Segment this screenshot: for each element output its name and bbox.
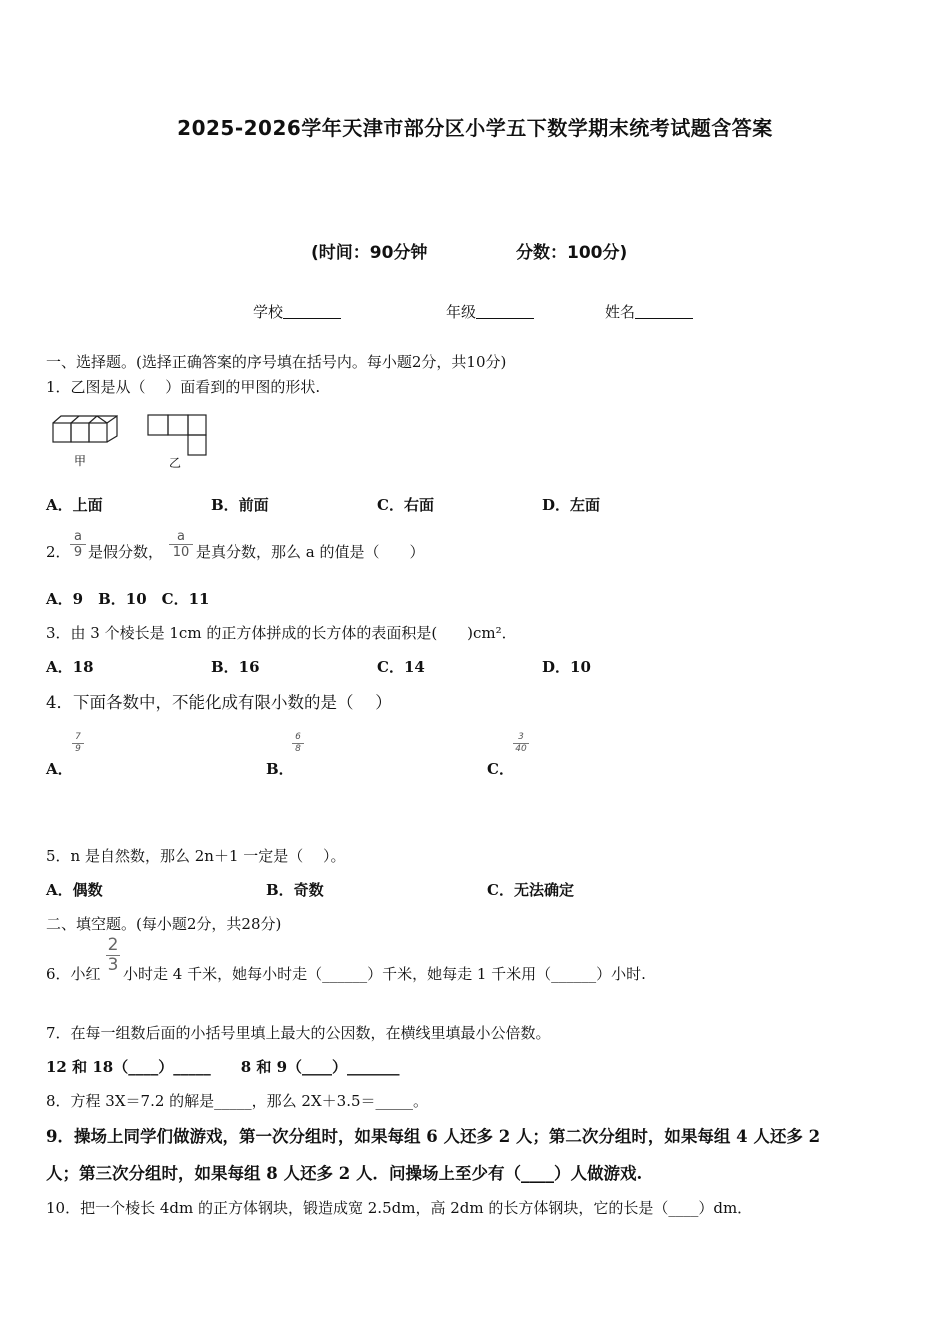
q4-a-num: 7 [75, 732, 81, 742]
school-label: 学校 [253, 303, 284, 321]
q1-option-c: C．右面 [377, 496, 434, 514]
q9-line2: 人；第三次分组时，如果每组 8 人还多 2 人．问操场上至少有（____）人做游戏. [46, 1164, 643, 1183]
q7-text: 7．在每一组数后面的小括号里填上最大的公因数，在横线里填最小公倍数。 [46, 1024, 551, 1042]
q9-line1: 9．操场上同学们做游戏，第一次分组时，如果每组 6 人还多 2 人；第二次分组时，如果每组 4 人还多 2 [46, 1127, 821, 1146]
name-blank [635, 303, 693, 319]
q4-option-b-fraction [292, 733, 304, 754]
section2-heading: 二、填空题。(每小题2分，共28分) [46, 915, 282, 933]
exam-time: (时间：90分钟 [311, 243, 428, 263]
q6-frac-den: 3 [107, 955, 119, 975]
q2-fraction-2 [169, 530, 193, 559]
q8-text: 8．方程 3X＝7.2 的解是_____，那么 2X＋3.5＝_____。 [46, 1092, 429, 1110]
name-label: 姓名 [605, 303, 636, 321]
grade-label: 年级 [446, 303, 477, 321]
q4-c-num: 3 [518, 732, 524, 742]
q5-text: 5．n 是自然数，那么 2n＋1 一定是（ ）。 [46, 847, 346, 865]
q4-option-a-fraction [72, 733, 84, 754]
q3-option-a: A．18 [46, 658, 94, 676]
q4-text: 4．下面各数中，不能化成有限小数的是（ ） [46, 693, 392, 712]
q1-option-a: A．上面 [46, 496, 103, 514]
q7-line2: 12 和 18（____）_____ 8 和 9（____）_______ [46, 1058, 400, 1076]
page-title: 2025-2026学年天津市部分区小学五下数学期末统考试题含答案 [177, 116, 773, 140]
q4-c-den: 40 [515, 744, 527, 754]
q2-frac2-den: 10 [172, 545, 190, 560]
q3-text: 3．由 3 个棱长是 1cm 的正方体拼成的长方体的表面积是( )cm²． [46, 624, 517, 642]
q5-option-b: B．奇数 [266, 881, 324, 899]
q6-pre: 6．小红 [46, 965, 101, 983]
q3-option-c: C．14 [377, 658, 425, 676]
name-field [605, 301, 693, 322]
q5-option-c: C．无法确定 [487, 881, 574, 899]
q2-fraction-1 [70, 530, 86, 559]
q4-option-c-label: C． [487, 760, 514, 778]
q10-text: 10．把一个棱长 4dm 的正方体钢块，锻造成宽 2.5dm，高 2dm 的长方体钢块，它的长是（____）dm． [46, 1199, 753, 1217]
q4-option-c-fraction [513, 733, 529, 754]
q5-option-a: A．偶数 [46, 881, 103, 899]
q2-tail: 是真分数，那么 a 的值是（ ） [196, 543, 425, 561]
q1-text: 1．乙图是从（ ）面看到的甲图的形状. [46, 378, 321, 396]
q4-option-b-label: B． [266, 760, 294, 778]
q1-option-d: D．左面 [542, 496, 601, 514]
school-blank [283, 303, 341, 319]
section1-heading: 一、选择题。(选择正确答案的序号填在括号内。每小题2分，共10分) [46, 353, 507, 371]
cube-figure-jia [50, 410, 125, 450]
q6-post: 小时走 4 千米，她每小时走（______）千米，她每走 1 千米用（______）小时. [123, 965, 646, 983]
q2-options: A．9 B．10 C．11 [46, 590, 210, 608]
q4-b-den: 8 [295, 744, 301, 754]
q2-frac1-num: a [74, 529, 82, 544]
q3-option-d: D．10 [542, 658, 591, 676]
q1-option-b: B．前面 [211, 496, 269, 514]
grade-field [446, 301, 534, 322]
q6-frac-num: 2 [107, 935, 119, 955]
q2-frac2-num: a [177, 529, 185, 544]
q6-fraction [106, 937, 120, 974]
q4-b-num: 6 [295, 732, 301, 742]
q2-num: 2． [46, 543, 71, 561]
q2-mid: 是假分数， [88, 543, 164, 561]
fig-jia-label: 甲 [74, 454, 87, 468]
school-field [253, 301, 341, 322]
q3-option-b: B．16 [211, 658, 260, 676]
q2-frac1-den: 9 [73, 545, 83, 560]
q4-option-a-label: A． [46, 760, 73, 778]
exam-score: 分数：100分) [516, 243, 628, 263]
q4-a-den: 9 [75, 744, 81, 754]
grade-blank [476, 303, 534, 319]
fig-yi-label: 乙 [169, 456, 182, 470]
view-figure-yi [145, 413, 210, 458]
